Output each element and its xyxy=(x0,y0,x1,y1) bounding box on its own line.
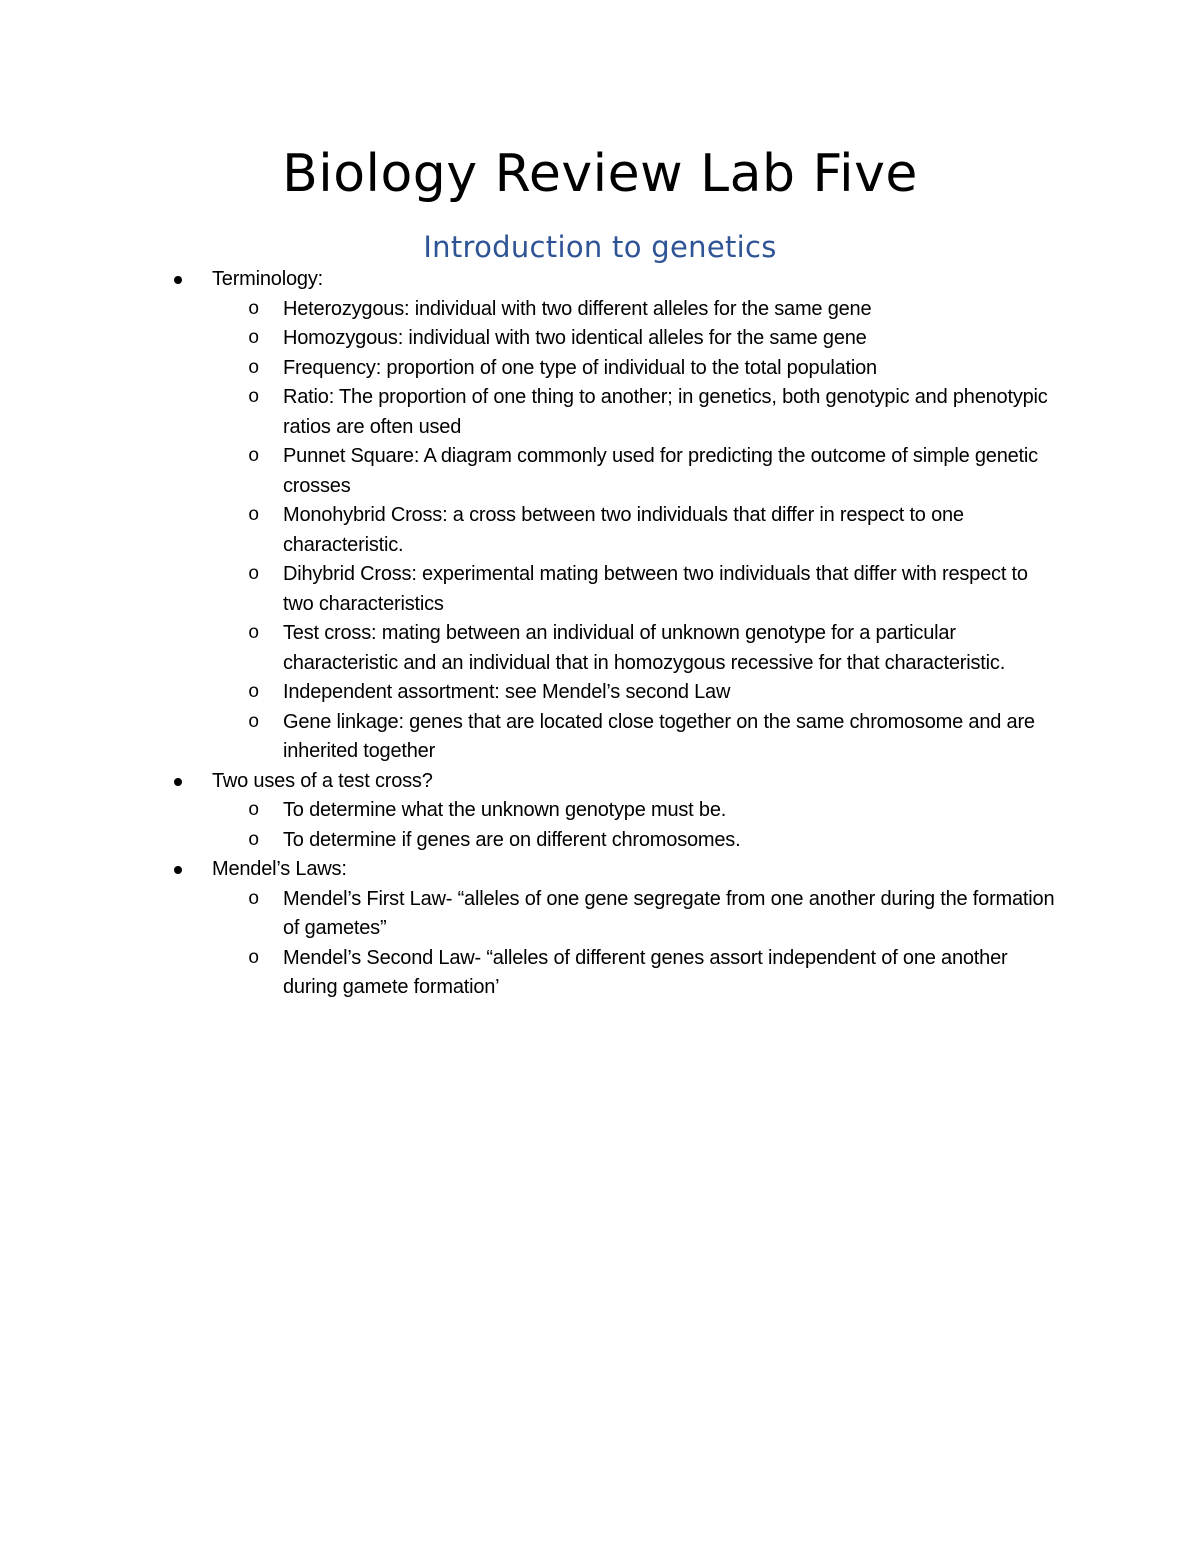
bullet-dot-icon xyxy=(174,276,182,284)
bullet-dot-icon xyxy=(174,778,182,786)
list-item-text: Independent assortment: see Mendel’s second Law xyxy=(283,681,731,703)
list-item-text: Gene linkage: genes that are located close together on the same chromosome and are inherited together xyxy=(283,710,1035,762)
list-item-text: Mendel’s Second Law- “alleles of different genes assort independent of one another during gamete formation’ xyxy=(283,946,1008,998)
list-item xyxy=(160,295,1060,325)
list-item-text: Frequency: proportion of one type of individual to the total population xyxy=(283,356,877,379)
document-body xyxy=(160,265,1060,1003)
list-item-text: Heterozygous: individual with two different alleles for the same gene xyxy=(283,297,872,320)
document-title: Biology Review Lab Five xyxy=(282,144,918,204)
list-item xyxy=(160,944,1060,1003)
list-item-text: Test cross: mating between an individual of unknown genotype for a particular characteristic and an individual that in homozygous recessive for that characteristic. xyxy=(283,622,1006,674)
section-item xyxy=(160,767,1060,856)
list-item xyxy=(160,354,1060,384)
circle-bullet-icon: o xyxy=(248,887,260,910)
sub-item-list xyxy=(212,295,1060,767)
sub-item-list xyxy=(212,885,1060,1003)
list-item-text: To determine what the unknown genotype must be. xyxy=(283,799,727,821)
list-item-text: Monohybrid Cross: a cross between two individuals that differ in respect to one characteristic. xyxy=(283,504,964,556)
list-item-text: To determine if genes are on different chromosomes. xyxy=(283,828,741,851)
list-item-text: Ratio: The proportion of one thing to another; in genetics, both genotypic and phenotypic ratios are often used xyxy=(283,386,1048,438)
list-item-text: Homozygous: individual with two identical alleles for the same gene xyxy=(283,327,867,349)
circle-bullet-icon: o xyxy=(248,386,260,408)
section-label: Mendel’s Laws: xyxy=(212,858,347,880)
circle-bullet-icon: o xyxy=(248,445,260,467)
circle-bullet-icon: o xyxy=(248,563,260,585)
circle-bullet-icon: o xyxy=(248,681,260,703)
list-item-text: Punnet Square: A diagram commonly used for predicting the outcome of simple genetic crosses xyxy=(283,445,1038,497)
list-item xyxy=(160,885,1060,944)
circle-bullet-icon: o xyxy=(248,356,260,379)
list-item xyxy=(160,796,1060,826)
section-item xyxy=(160,265,1060,767)
document-subtitle: Introduction to genetics xyxy=(423,230,777,264)
circle-bullet-icon: o xyxy=(248,327,260,349)
list-item xyxy=(160,383,1060,442)
list-item xyxy=(160,619,1060,678)
list-item-text: Dihybrid Cross: experimental mating between two individuals that differ with respect to two characteristics xyxy=(283,563,1028,615)
list-item xyxy=(160,826,1060,856)
circle-bullet-icon: o xyxy=(248,622,260,644)
circle-bullet-icon: o xyxy=(248,297,260,320)
list-item xyxy=(160,708,1060,767)
section-list xyxy=(160,265,1060,1003)
list-item xyxy=(160,442,1060,501)
list-item xyxy=(160,560,1060,619)
circle-bullet-icon: o xyxy=(248,828,260,851)
list-item xyxy=(160,678,1060,708)
section-label: Terminology: xyxy=(212,268,323,290)
list-item-text: Mendel’s First Law- “alleles of one gene segregate from one another during the formation of gametes” xyxy=(283,887,1055,939)
circle-bullet-icon: o xyxy=(248,710,260,733)
section-item xyxy=(160,855,1060,1003)
circle-bullet-icon: o xyxy=(248,946,260,969)
section-label: Two uses of a test cross? xyxy=(212,769,433,792)
sub-item-list xyxy=(212,796,1060,855)
list-item xyxy=(160,501,1060,560)
list-item xyxy=(160,324,1060,354)
circle-bullet-icon: o xyxy=(248,504,260,526)
circle-bullet-icon: o xyxy=(248,799,260,821)
bullet-dot-icon xyxy=(174,866,182,874)
